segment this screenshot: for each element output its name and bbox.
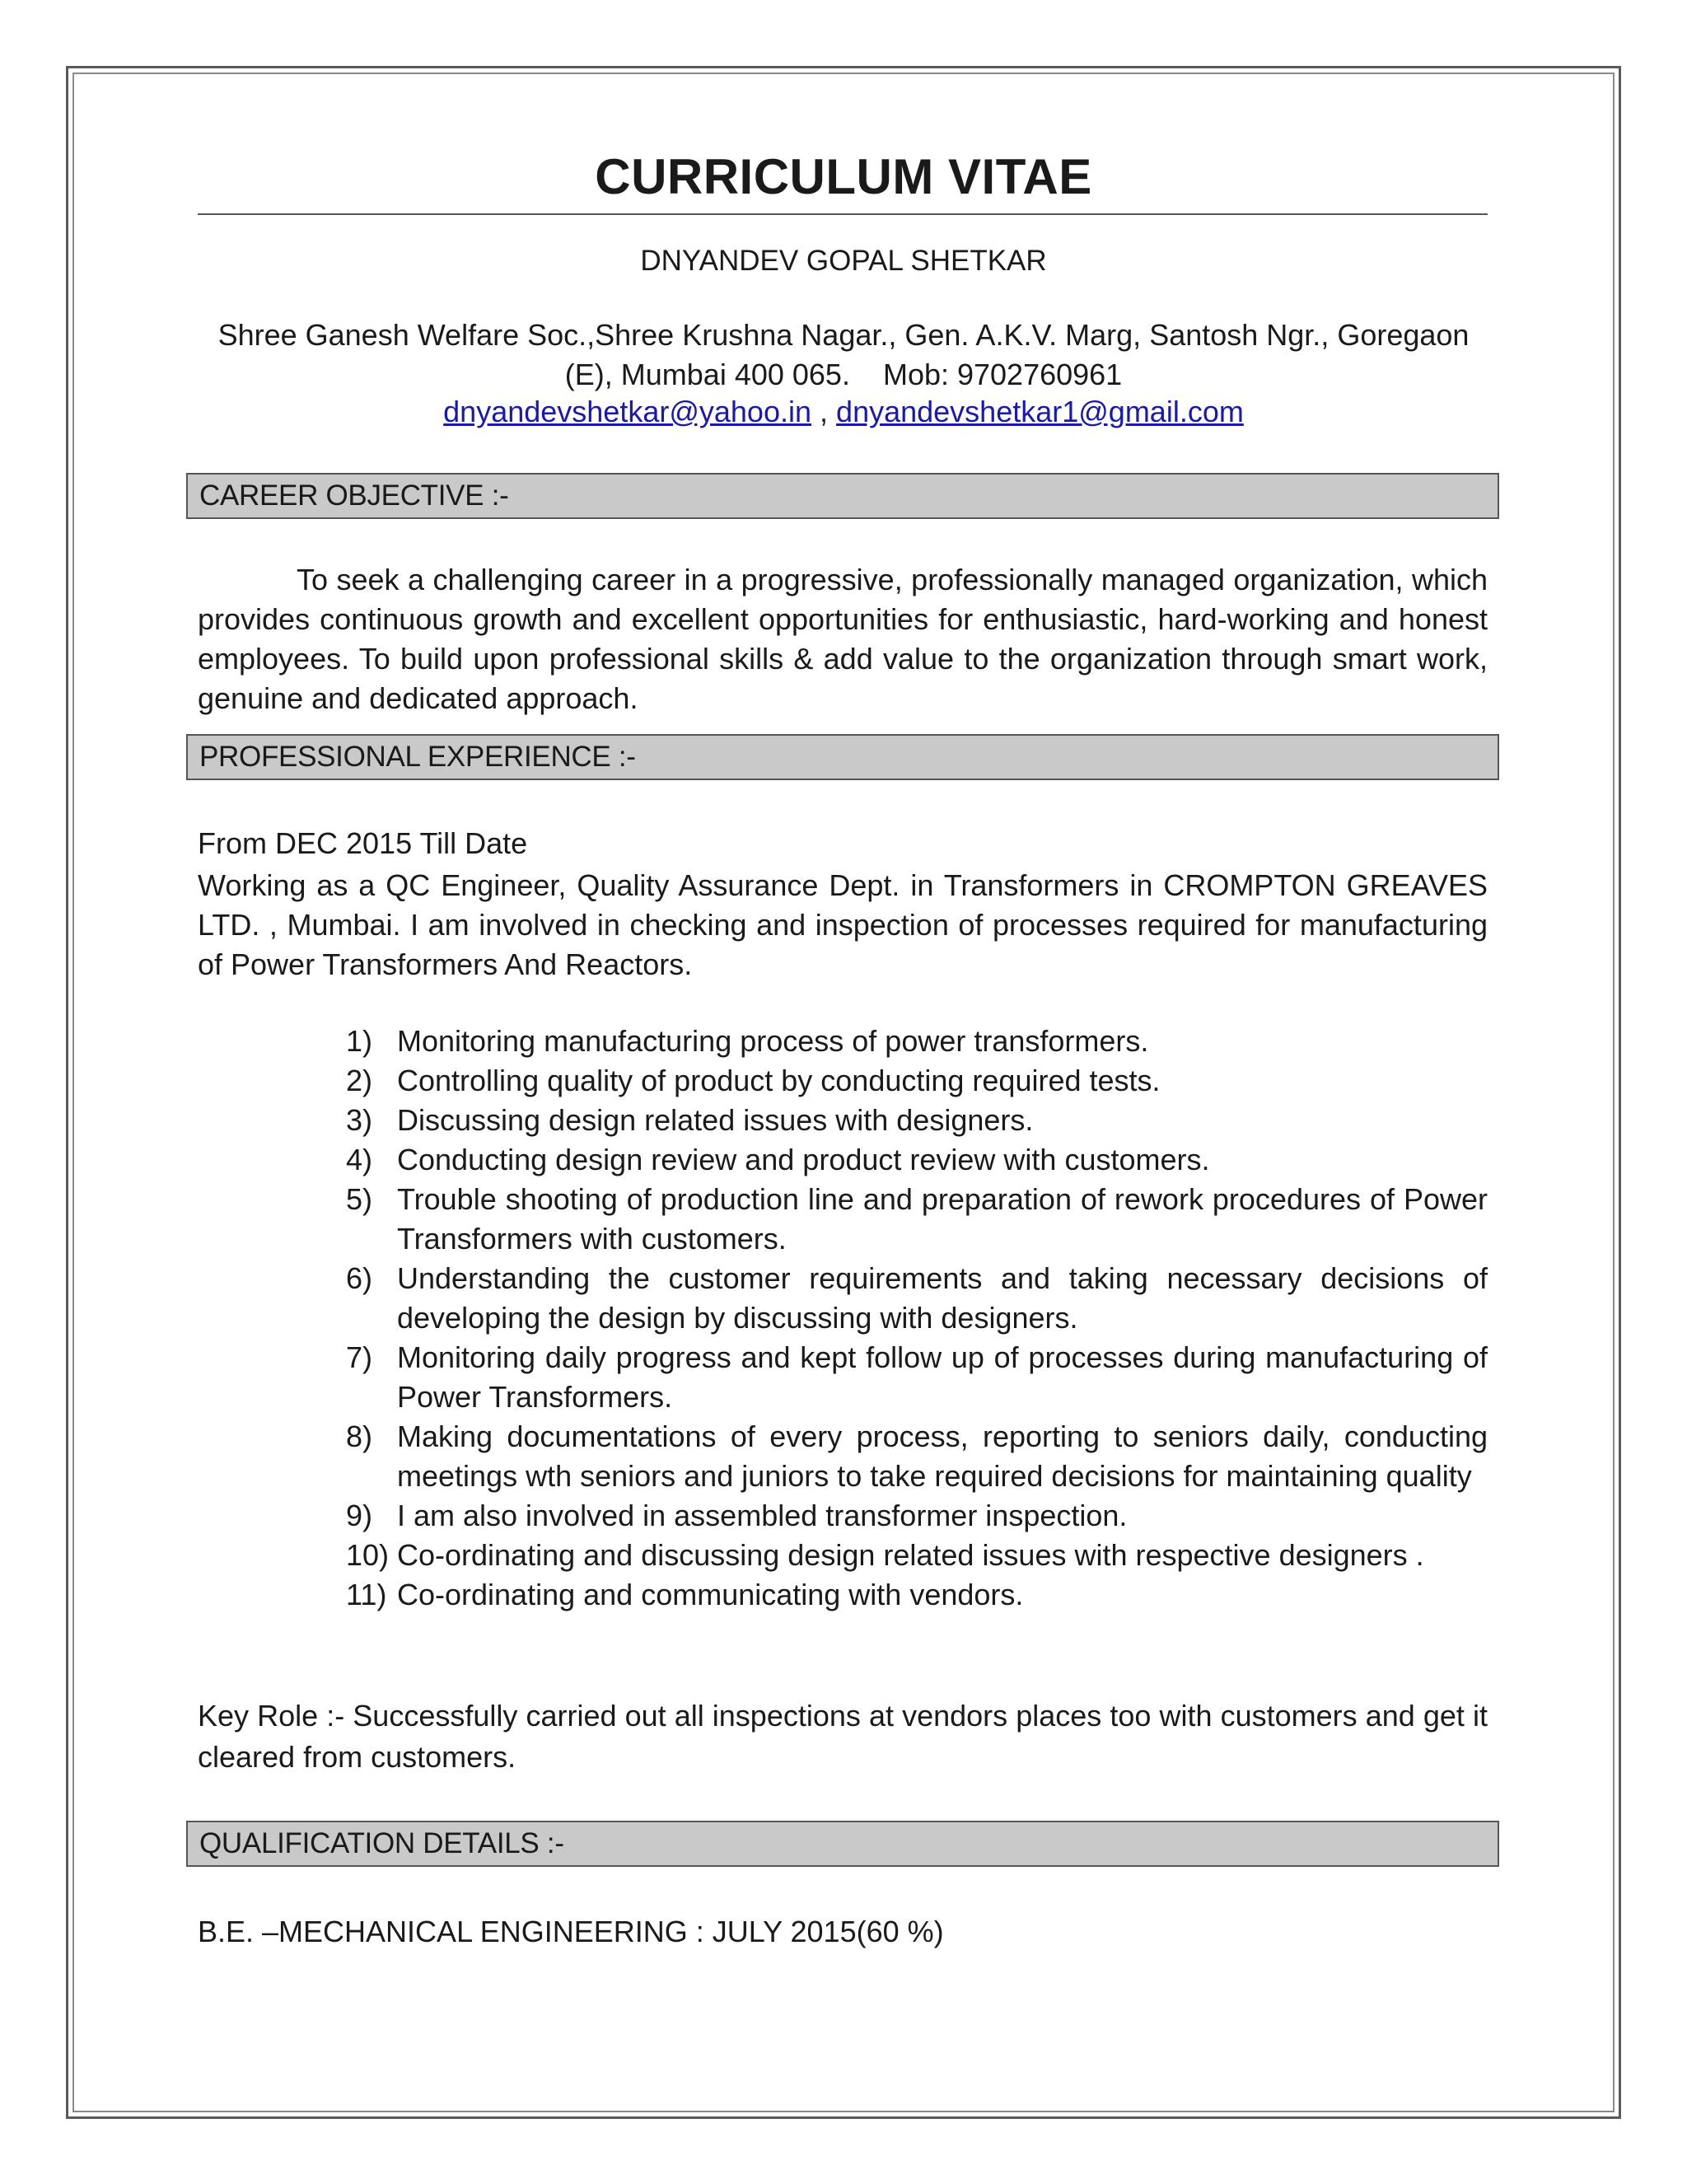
title-underline <box>198 213 1488 215</box>
duty-text: Monitoring daily progress and kept follow up of processes during manufacturing of Power Transformers. <box>397 1340 1488 1414</box>
duty-text: Monitoring manufacturing process of power transformers. <box>397 1024 1149 1058</box>
section-heading-qualification: QUALIFICATION DETAILS :- <box>186 1821 1499 1867</box>
duty-item <box>346 1140 1488 1180</box>
document-title: CURRICULUM VITAE <box>595 149 1092 204</box>
duty-number: 2) <box>346 1064 373 1097</box>
duty-text: Making documentations of every process, reporting to seniors daily, conducting meetings wth seniors and juniors to take required decisions for maintaining quality <box>397 1419 1488 1493</box>
qualification-degree: B.E. –MECHANICAL ENGINEERING : JULY 2015(60 %) <box>198 1915 944 1948</box>
duty-number: 7) <box>346 1340 373 1374</box>
mobile-number: Mob: 9702760961 <box>882 358 1123 391</box>
duty-item <box>346 1496 1488 1536</box>
duty-item <box>346 1180 1488 1259</box>
duty-text: Controlling quality of product by conducting required tests. <box>397 1064 1161 1097</box>
email-link-yahoo[interactable]: dnyandevshetkar@yahoo.in <box>443 395 811 428</box>
duty-item <box>346 1022 1488 1061</box>
section-heading-professional-experience: PROFESSIONAL EXPERIENCE :- <box>186 734 1499 780</box>
candidate-name: DNYANDEV GOPAL SHETKAR <box>640 245 1047 277</box>
duty-number: 1) <box>346 1024 373 1058</box>
duty-number: 5) <box>346 1182 373 1216</box>
duty-item <box>346 1417 1488 1496</box>
address-line-1: Shree Ganesh Welfare Soc.,Shree Krushna Nagar., Gen. A.K.V. Marg, Santosh Ngr., Goregaon <box>217 318 1470 352</box>
contact-address <box>0 316 1687 395</box>
email-link-gmail[interactable]: dnyandevshetkar1@gmail.com <box>836 395 1244 428</box>
experience-period: From DEC 2015 Till Date <box>198 826 528 860</box>
duty-text: Conducting design review and product review with customers. <box>397 1143 1210 1176</box>
duty-item <box>346 1259 1488 1338</box>
address-line-2: (E), Mumbai 400 065. <box>564 358 850 391</box>
career-objective-text: To seek a challenging career in a progressive, professionally managed organization, which provides continuous growth and excellent opportunities for enthusiastic, hard-working and honest employees. To build upon professional skills & add value to the organization through smart work, genuine and dedicated approach. <box>198 563 1488 715</box>
duty-text: Trouble shooting of production line and preparation of rework procedures of Power Transformers with customers. <box>397 1182 1488 1256</box>
duty-text: Understanding the customer requirements and taking necessary decisions of developing the design by discussing with designers. <box>397 1261 1488 1335</box>
duty-item <box>346 1338 1488 1417</box>
duty-item <box>346 1575 1488 1615</box>
duty-number: 3) <box>346 1103 373 1137</box>
duty-text: I am also involved in assembled transformer inspection. <box>397 1499 1128 1532</box>
duty-number: 6) <box>346 1261 373 1295</box>
duty-number: 9) <box>346 1499 373 1532</box>
duty-number: 4) <box>346 1143 373 1176</box>
email-separator: , <box>820 395 829 428</box>
duty-text: Co-ordinating and communicating with vendors. <box>397 1578 1024 1611</box>
email-line <box>0 395 1687 429</box>
key-role-text: Key Role :- Successfully carried out all inspections at vendors places too with customers and get it cleared from customers. <box>198 1699 1488 1774</box>
duty-number: 8) <box>346 1419 373 1453</box>
duty-number: 11) <box>346 1578 387 1611</box>
experience-summary: Working as a QC Engineer, Quality Assurance Dept. in Transformers in CROMPTON GREAVES LTD. , Mumbai. I am involved in checking and inspection of processes required for manufacturing of Power Transformers And Reactors. <box>198 868 1488 981</box>
section-heading-career-objective: CAREER OBJECTIVE :- <box>186 473 1499 519</box>
duty-item <box>346 1536 1488 1575</box>
duties-list <box>346 1022 1488 1615</box>
duty-item <box>346 1061 1488 1101</box>
duty-text: Co-ordinating and discussing design related issues with respective designers . <box>397 1538 1424 1572</box>
duty-item <box>346 1101 1488 1140</box>
duty-number: 10) <box>346 1538 390 1572</box>
duty-text: Discussing design related issues with designers. <box>397 1103 1034 1137</box>
